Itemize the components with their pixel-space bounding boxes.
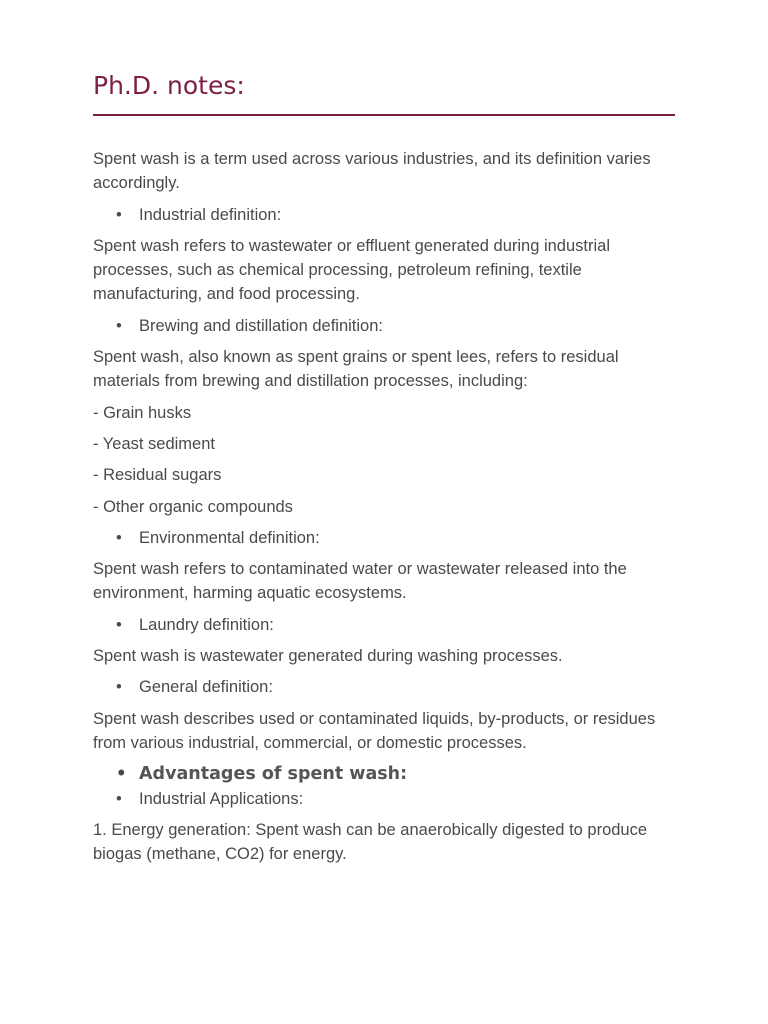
bullet-industrial-applications [93,787,675,811]
bullet-glyph: • [116,205,122,224]
bullet-glyph: • [116,615,122,634]
bullet-label: Industrial definition: [139,205,282,224]
industrial-paragraph: Spent wash refers to wastewater or effluent generated during industrial processes, such as chemical processing, petroleum refining, textile manufacturing, and food processing. [93,236,610,304]
bullet-glyph: • [116,678,122,697]
brewing-item: - Other organic compounds [93,497,293,516]
bullet-advantages-heading [93,762,675,786]
bullet-laundry-definition [93,613,675,637]
brewing-item: - Yeast sediment [93,434,215,453]
title-divider [93,114,675,116]
bullet-label: Advantages of spent wash: [139,764,408,785]
laundry-paragraph: Spent wash is wastewater generated during washing processes. [93,647,563,666]
intro-paragraph: Spent wash is a term used across various industries, and its definition varies accordingly. [93,150,651,193]
bullet-glyph: • [116,528,122,547]
bullet-glyph: • [116,764,127,784]
brewing-item: - Residual sugars [93,466,222,485]
page-title: Ph.D. notes: [93,71,245,100]
brewing-paragraph: Spent wash, also known as spent grains or spent lees, refers to residual materials from brewing and distillation processes, including: [93,348,619,391]
bullet-label: Environmental definition: [139,528,320,547]
bullet-general-definition [93,675,675,699]
bullet-glyph: • [116,789,122,808]
bullet-industrial-definition [93,203,675,227]
brewing-item: - Grain husks [93,403,192,422]
bullet-label: Industrial Applications: [139,789,304,808]
bullet-brewing-definition [93,314,675,338]
document-body [93,147,675,873]
energy-generation-paragraph: 1. Energy generation: Spent wash can be anaerobically digested to produce biogas (methane, CO2) for energy. [93,820,648,864]
bullet-label: General definition: [139,678,273,697]
bullet-environmental-definition [93,526,675,550]
bullet-label: Brewing and distillation definition: [139,316,383,335]
bullet-label: Laundry definition: [139,615,274,634]
environmental-paragraph: Spent wash refers to contaminated water or wastewater released into the environment, harming aquatic ecosystems. [93,560,627,603]
general-paragraph: Spent wash describes used or contaminated liquids, by-products, or residues from various industrial, commercial, or domestic processes. [93,709,656,752]
bullet-glyph: • [116,316,122,335]
